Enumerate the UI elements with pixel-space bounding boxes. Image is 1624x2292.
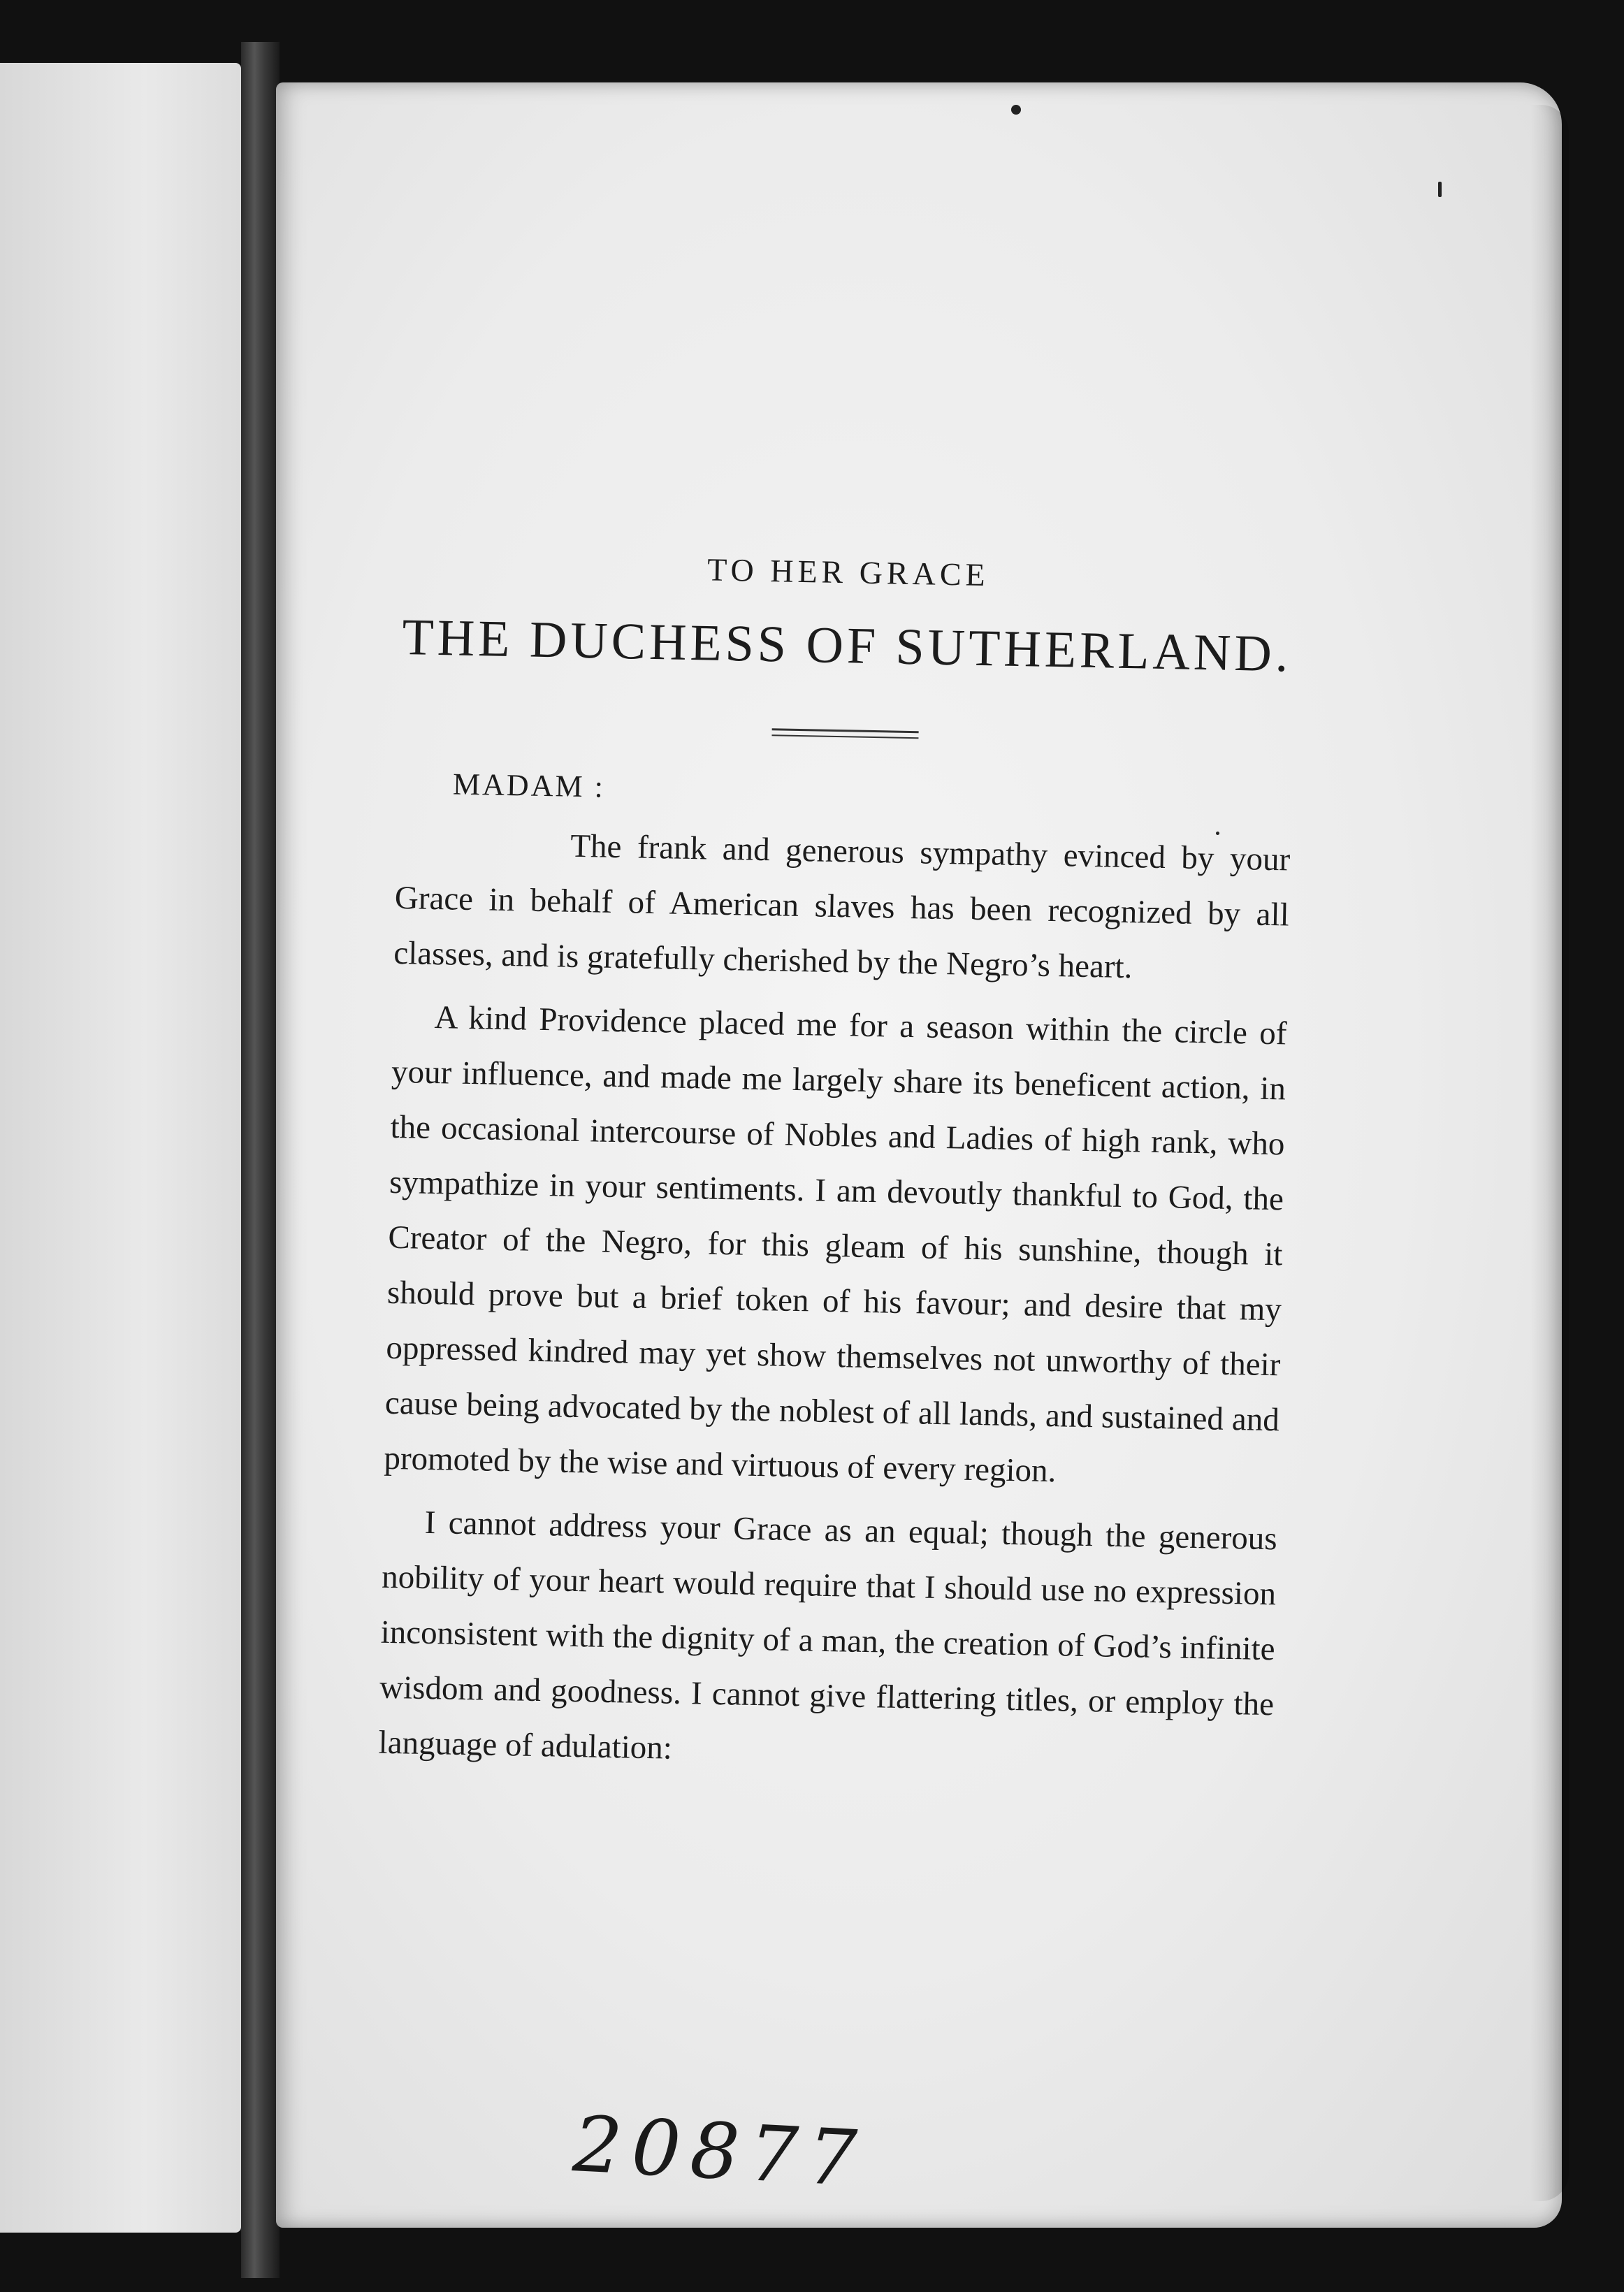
salutation: MADAM : [452,767,606,804]
facing-page [0,63,241,2233]
book-gutter [241,42,280,2278]
dedication-title: THE DUCHESS OF SUTHERLAND. [401,609,1293,683]
page-edge-shadow [1530,105,1569,2201]
dedication-text [378,531,1296,1787]
double-rule-divider [771,728,918,739]
paragraph-3: I cannot address your Grace as an equal; though the generous nobility of your heart would require that I should use no expression inconsistent with the dignity of a man, the creation of God’s infinite wisdom and goodness. I cannot give flattering titles, or employ the language of adulation: [378,1504,1278,1767]
paragraph-2: A kind Providence placed me for a season within the circle of your influence, and made me largely share its beneficent action, in the occasional intercourse of Nobles and Ladies of high rank, who sympathize in your sentiments. I am devoutly thankful to God, the Creator of the Negro, for this gleam of his sunshine, though it should prove but a brief token of his favour; and desire that my oppressed kindred may yet show themselves not unworthy of their cause being advocated by the noblest of all lands, and sustained and promoted by the wise and virtuous of every region. [384,999,1287,1490]
dust-speck [1011,105,1021,115]
handwritten-catalog-number: 20877 [570,2099,869,2204]
dust-speck [1438,182,1442,197]
paragraph-1: The frank and generous sympathy evinced by your Grace in behalf of American slaves has been recognized by all classes, and is gratefully cherished by the Negro’s heart. [393,827,1291,986]
dedication-heading: TO HER GRACE [706,551,990,593]
